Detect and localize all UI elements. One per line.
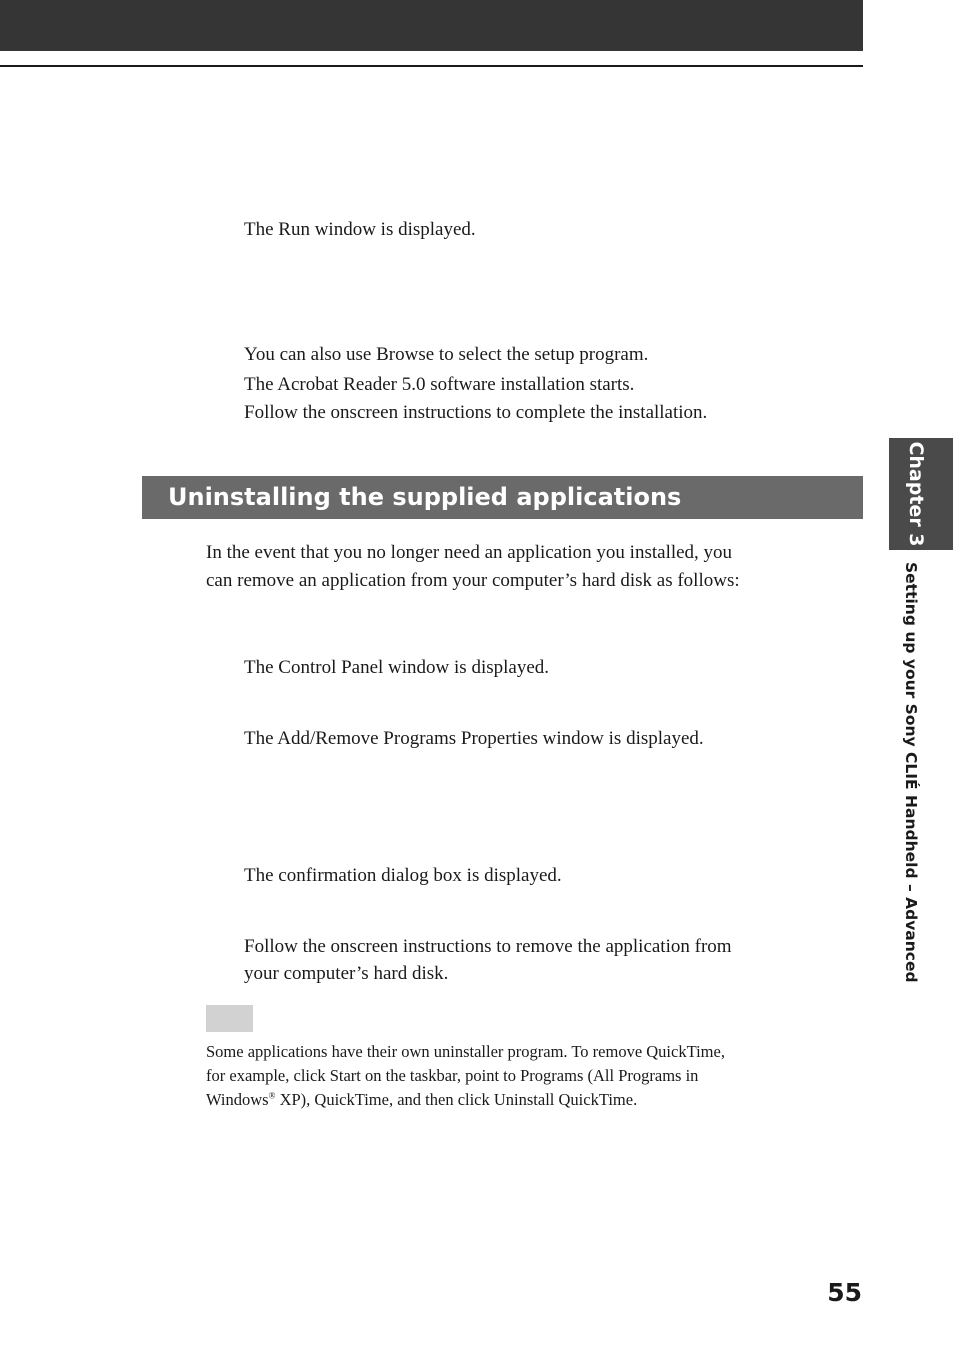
chapter-title: Setting up your Sony CLIÉ Handheld – Advanced xyxy=(902,562,920,983)
page-number: 55 xyxy=(827,1278,862,1307)
chapter-label: Chapter 3 xyxy=(905,441,927,547)
section-heading: Uninstalling the supplied applications xyxy=(142,476,863,519)
note-line-2: for example, click Start on the taskbar, point to Programs (All Programs in xyxy=(206,1066,699,1085)
header-bar xyxy=(0,0,863,51)
header-rule xyxy=(0,65,863,67)
intro-line-1: In the event that you no longer need an application you installed, you xyxy=(206,542,733,563)
note-paragraph xyxy=(206,1040,856,1112)
add-remove-text: The Add/Remove Programs Properties window is displayed. xyxy=(244,728,704,749)
follow-remove-line-2: your computer’s hard disk. xyxy=(244,963,449,984)
note-line-3-start: Windows xyxy=(206,1090,269,1109)
registered-mark: ® xyxy=(268,1090,276,1101)
note-badge xyxy=(206,1005,253,1032)
chapter-tab xyxy=(889,438,953,550)
intro-line-2: can remove an application from your computer’s hard disk as follows: xyxy=(206,570,740,591)
follow-install-text: Follow the onscreen instructions to complete the installation. xyxy=(244,402,708,423)
note-line-1: Some applications have their own uninstaller program. To remove QuickTime, xyxy=(206,1042,725,1061)
control-panel-text: The Control Panel window is displayed. xyxy=(244,657,550,678)
browse-tip-text: You can also use Browse to select the setup program. xyxy=(244,344,649,365)
follow-remove-line-1: Follow the onscreen instructions to remove the application from xyxy=(244,936,732,957)
run-window-text: The Run window is displayed. xyxy=(244,219,476,240)
note-line-3-end: XP), QuickTime, and then click Uninstall QuickTime. xyxy=(275,1090,638,1109)
confirmation-text: The confirmation dialog box is displayed. xyxy=(244,865,562,886)
install-starts-text: The Acrobat Reader 5.0 software installation starts. xyxy=(244,374,635,395)
note-line-3 xyxy=(206,1088,856,1112)
